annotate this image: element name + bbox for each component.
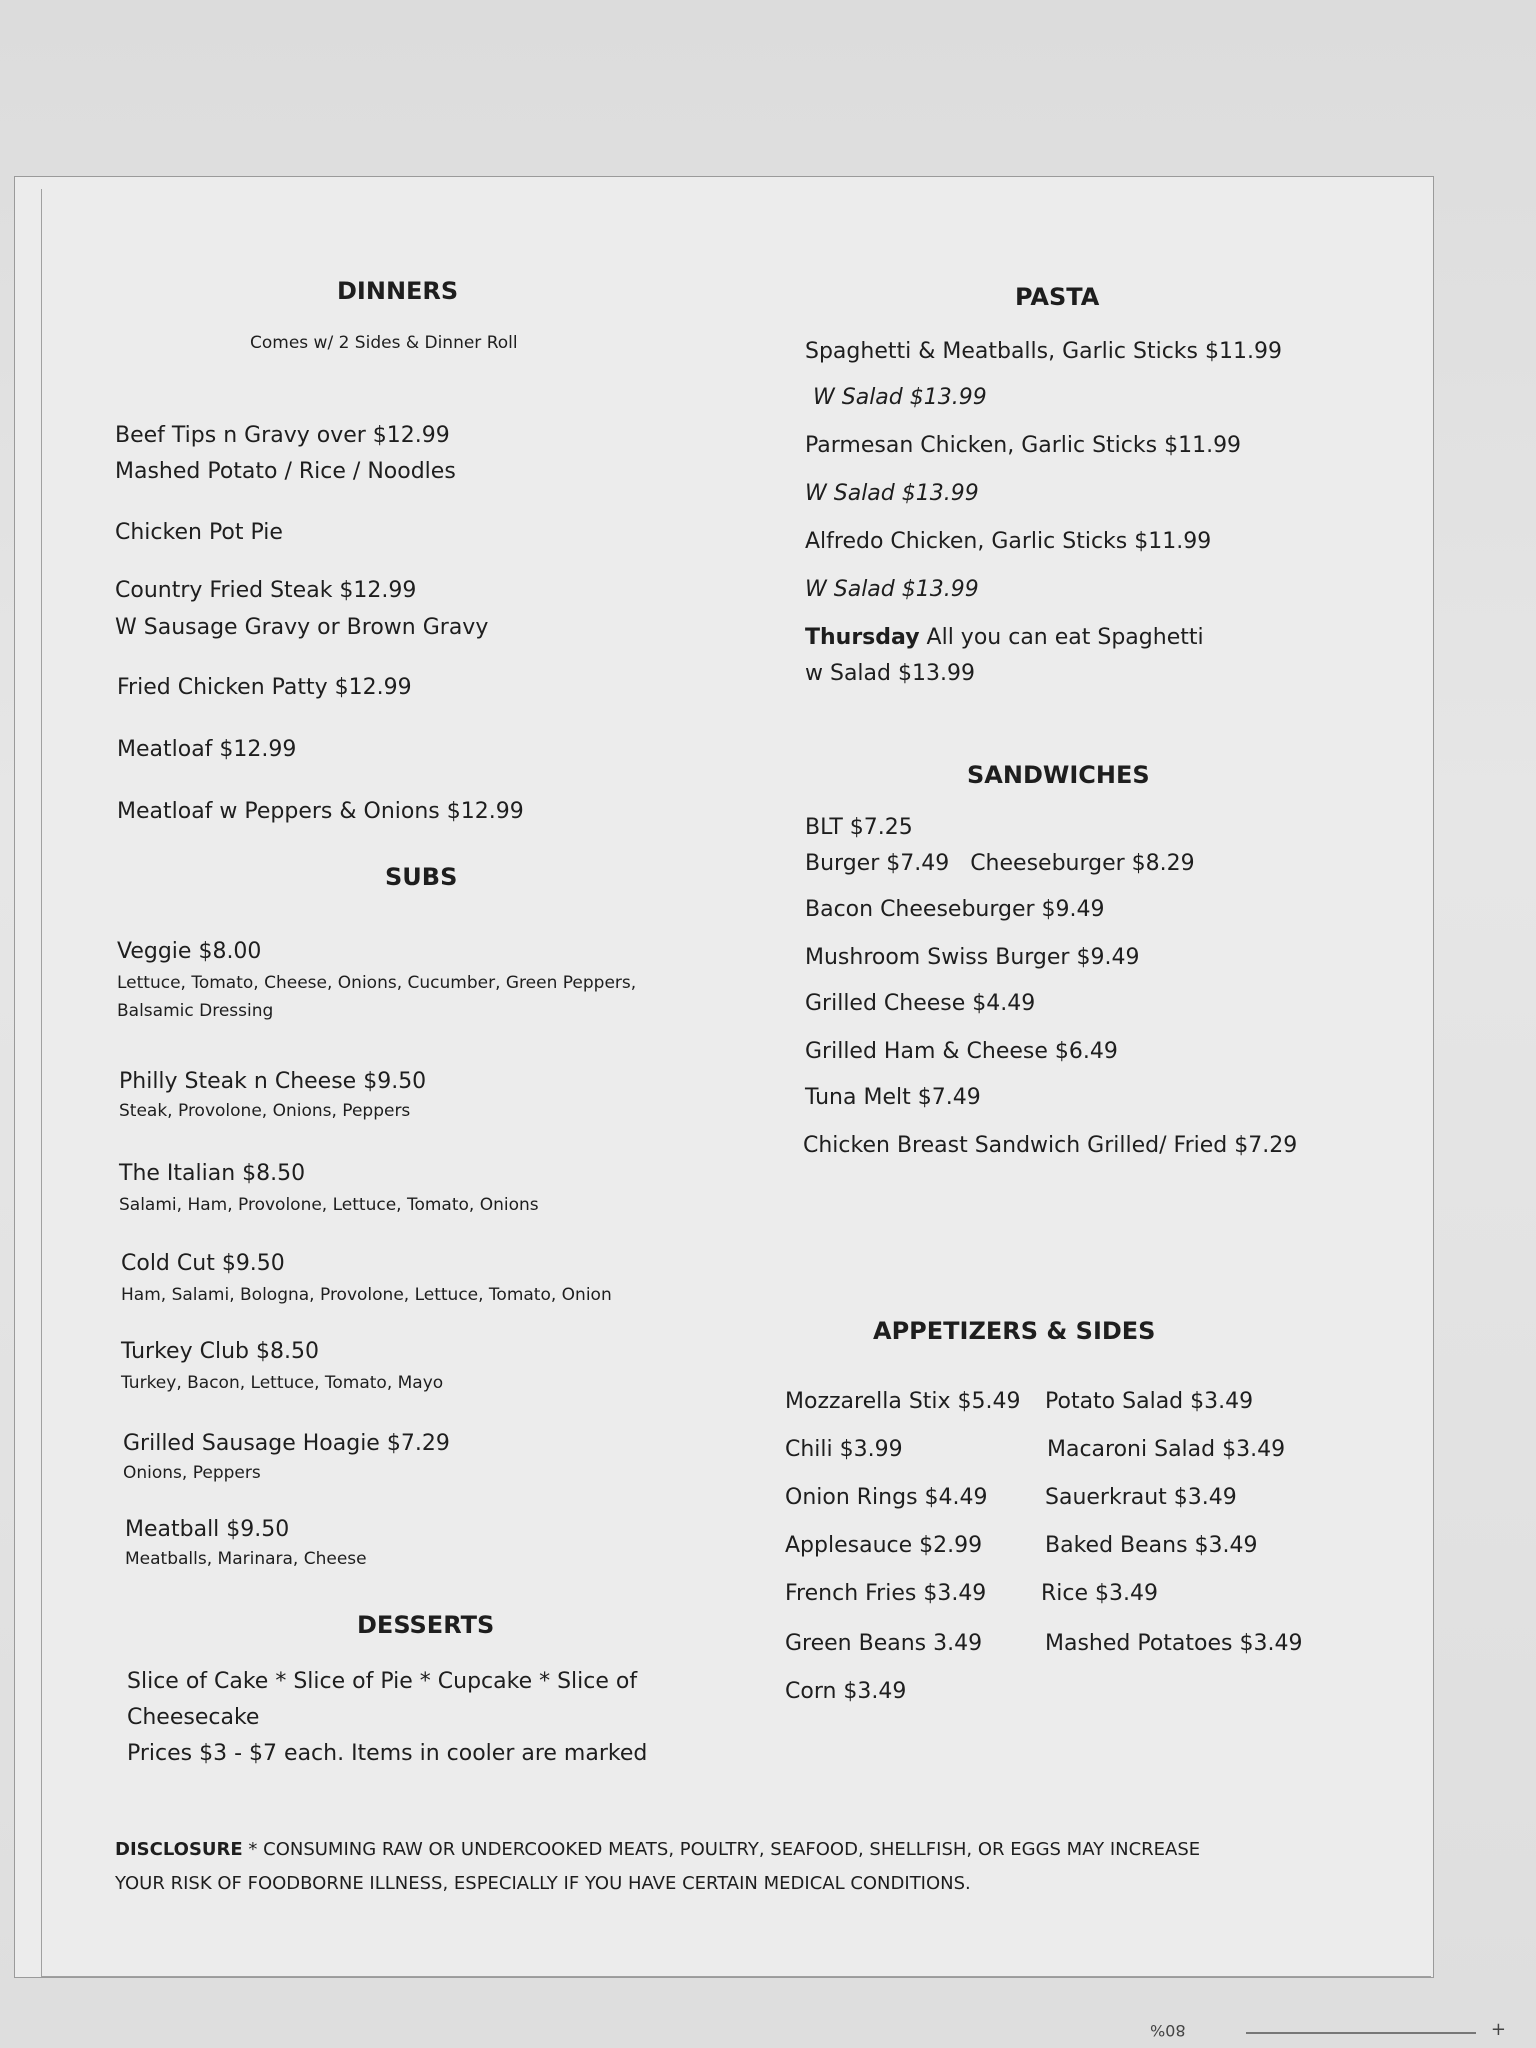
dinner-item: Meatloaf w Peppers & Onions $12.99: [117, 799, 524, 824]
zoom-level[interactable]: 80%: [1150, 2021, 1186, 2040]
sandwich-item: BLT $7.25: [805, 815, 913, 840]
sub-item-desc: Meatballs, Marinara, Cheese: [125, 1549, 367, 1569]
appetizer-item: Mozzarella Stix $5.49: [785, 1389, 1021, 1414]
appetizer-item: Applesauce $2.99: [785, 1533, 983, 1558]
sandwich-item: Bacon Cheeseburger $9.49: [805, 897, 1105, 922]
appetizer-item: Green Beans 3.49: [785, 1631, 983, 1656]
sub-item-desc: Steak, Provolone, Onions, Peppers: [119, 1101, 411, 1121]
pasta-item: Alfredo Chicken, Garlic Sticks $11.99: [805, 529, 1212, 554]
pasta-item: Spaghetti & Meatballs, Garlic Sticks $11.99: [805, 339, 1282, 364]
disclosure-line: [115, 1841, 1200, 1859]
sub-item: Cold Cut $9.50: [121, 1251, 285, 1276]
sub-item: Philly Steak n Cheese $9.50: [119, 1069, 427, 1094]
desserts-note: Prices $3 - $7 each. Items in cooler are marked: [127, 1741, 648, 1766]
pasta-item: Parmesan Chicken, Garlic Sticks $11.99: [805, 433, 1242, 458]
pasta-salad-option: W Salad $13.99: [805, 481, 979, 506]
dinners-note: Comes w/ 2 Sides & Dinner Roll: [250, 333, 518, 353]
dinner-item-detail: Mashed Potato / Rice / Noodles: [115, 459, 456, 484]
sub-item: Veggie $8.00: [117, 939, 262, 964]
desserts-line: Slice of Cake * Slice of Pie * Cupcake * Slice of: [127, 1669, 638, 1694]
appetizer-item: Chili $3.99: [785, 1437, 903, 1462]
zoom-in-icon[interactable]: +: [1490, 2019, 1506, 2040]
side-item: Baked Beans $3.49: [1045, 1533, 1258, 1558]
sub-item-desc: Turkey, Bacon, Lettuce, Tomato, Mayo: [121, 1373, 444, 1393]
thursday-text: All you can eat Spaghetti: [919, 625, 1204, 650]
dinners-heading: DINNERS: [337, 277, 459, 305]
desserts-heading: DESSERTS: [357, 1611, 495, 1639]
thursday-label: Thursday: [805, 625, 920, 650]
appetizer-item: French Fries $3.49: [785, 1581, 987, 1606]
disclosure-label: DISCLOSURE: [115, 1839, 243, 1860]
side-item: Mashed Potatoes $3.49: [1045, 1631, 1303, 1656]
appetizer-item: Corn $3.49: [785, 1679, 907, 1704]
sub-item: The Italian $8.50: [119, 1161, 306, 1186]
dinner-item: Country Fried Steak $12.99: [115, 578, 417, 603]
sub-item-desc: Lettuce, Tomato, Cheese, Onions, Cucumber, Green Peppers,: [117, 973, 637, 993]
sub-item: Grilled Sausage Hoagie $7.29: [123, 1431, 450, 1456]
sub-item-desc: Onions, Peppers: [123, 1463, 261, 1483]
dinner-item: Beef Tips n Gravy over $12.99: [115, 423, 450, 448]
zoom-slider[interactable]: [1246, 2032, 1476, 2034]
pasta-salad-option: W Salad $13.99: [805, 577, 979, 602]
sandwich-item: Grilled Ham & Cheese $6.49: [805, 1039, 1118, 1064]
appetizers-heading: APPETIZERS & SIDES: [873, 1317, 1156, 1345]
sub-item: Meatball $9.50: [125, 1517, 290, 1542]
document-page: [14, 176, 1434, 1978]
dinner-item-detail: W Sausage Gravy or Brown Gravy: [115, 615, 489, 640]
sub-item-desc: Ham, Salami, Bologna, Provolone, Lettuce, Tomato, Onion: [121, 1285, 612, 1305]
desserts-line: Cheesecake: [127, 1705, 260, 1730]
thursday-special-price: w Salad $13.99: [805, 661, 975, 686]
sandwich-item: Mushroom Swiss Burger $9.49: [805, 945, 1140, 970]
sub-item: Turkey Club $8.50: [121, 1339, 319, 1364]
dinner-item: Fried Chicken Patty $12.99: [117, 675, 412, 700]
dinner-item: Chicken Pot Pie: [115, 520, 283, 545]
appetizer-item: Onion Rings $4.49: [785, 1485, 988, 1510]
sandwich-item: Tuna Melt $7.49: [805, 1085, 981, 1110]
side-item: Macaroni Salad $3.49: [1047, 1437, 1286, 1462]
pasta-heading: PASTA: [1015, 283, 1100, 311]
sandwiches-heading: SANDWICHES: [967, 761, 1150, 789]
disclosure-text: * CONSUMING RAW OR UNDERCOOKED MEATS, POULTRY, SEAFOOD, SHELLFISH, OR EGGS MAY INCREASE: [242, 1839, 1201, 1860]
sub-item-desc: Balsamic Dressing: [117, 1001, 274, 1021]
pasta-salad-option: W Salad $13.99: [813, 385, 987, 410]
dinner-item: Meatloaf $12.99: [117, 737, 297, 762]
side-item: Potato Salad $3.49: [1045, 1389, 1254, 1414]
side-item: Sauerkraut $3.49: [1045, 1485, 1237, 1510]
side-item: Rice $3.49: [1041, 1581, 1159, 1606]
thursday-special: [805, 627, 1204, 649]
subs-heading: SUBS: [385, 863, 458, 891]
sandwich-item: Chicken Breast Sandwich Grilled/ Fried $7.29: [803, 1133, 1298, 1158]
sub-item-desc: Salami, Ham, Provolone, Lettuce, Tomato, Onions: [119, 1195, 539, 1215]
sandwich-item: Burger $7.49 Cheeseburger $8.29: [805, 851, 1195, 876]
disclosure-line-2: YOUR RISK OF FOODBORNE ILLNESS, ESPECIALLY IF YOU HAVE CERTAIN MEDICAL CONDITIONS.: [115, 1873, 971, 1894]
sandwich-item: Grilled Cheese $4.49: [805, 991, 1036, 1016]
